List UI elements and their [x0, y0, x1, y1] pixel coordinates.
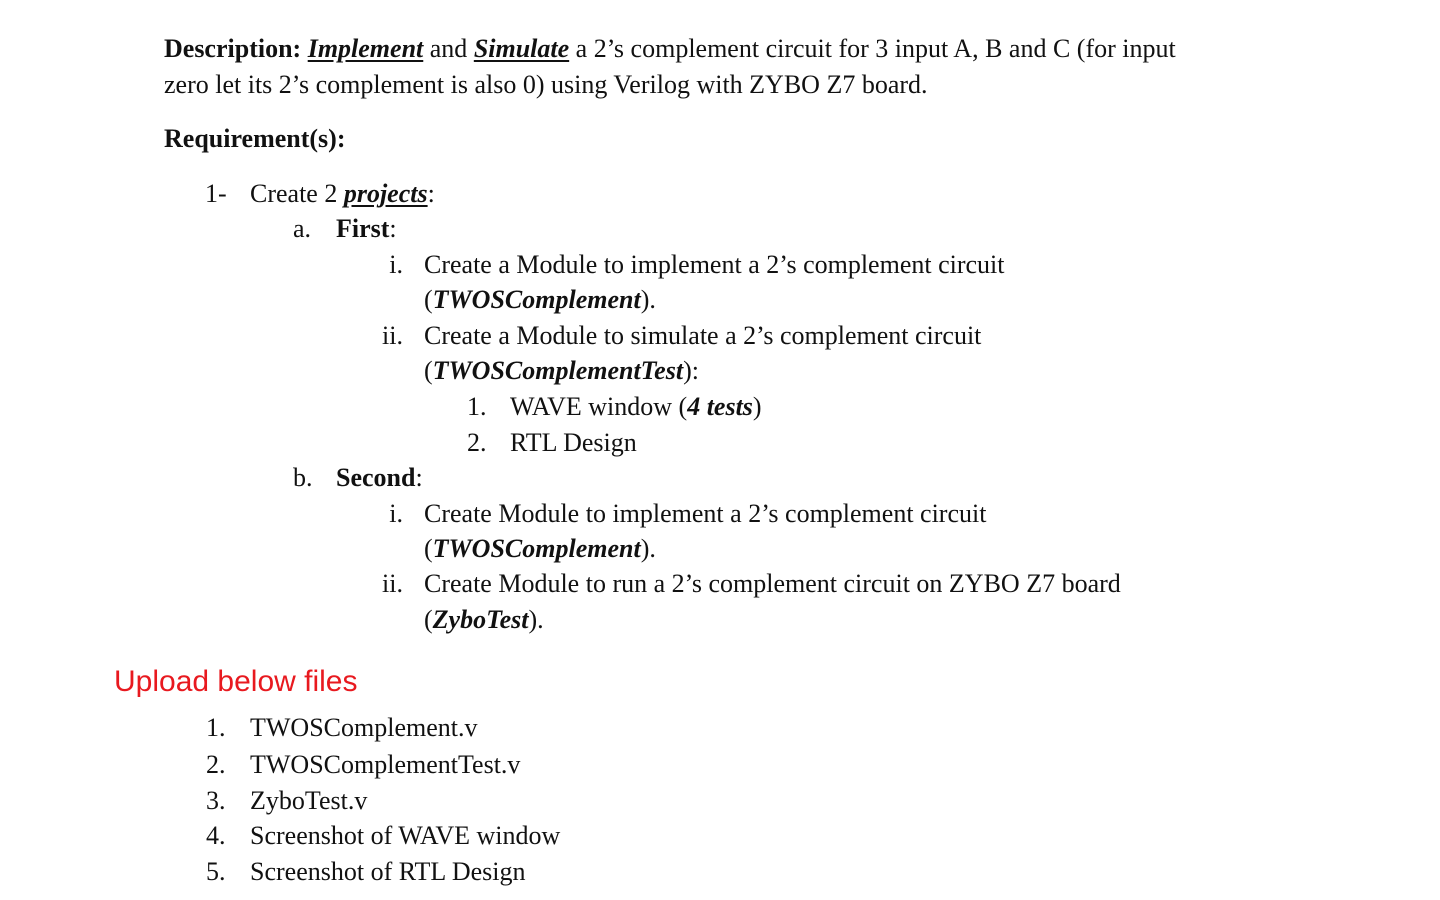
file-4-marker: 4.	[206, 821, 226, 850]
module-name: ZyboTest	[432, 605, 529, 634]
implement-term: Implement	[307, 34, 424, 63]
second-ii-marker: ii.	[382, 569, 403, 598]
requirements-heading: Requirement(s):	[164, 124, 346, 153]
requirement-1-marker: 1-	[205, 179, 227, 208]
first-i-line-2: (TWOSComplement).	[424, 285, 656, 314]
description-line-1	[164, 34, 1176, 64]
upload-heading: Upload below files	[114, 665, 358, 698]
first-label: First:	[336, 214, 397, 243]
sub-item-1-text: WAVE window (4 tests)	[510, 392, 762, 421]
second-i-line-1: Create Module to implement a 2’s complement circuit	[424, 499, 987, 528]
sub-item-1-marker: 1.	[467, 392, 487, 421]
and-text: and	[429, 34, 468, 63]
first-i-marker: i.	[389, 250, 403, 279]
file-5-name: Screenshot of RTL Design	[250, 857, 526, 886]
file-3-name: ZyboTest.v	[250, 786, 368, 815]
projects-term: projects	[343, 179, 428, 208]
second-label: Second:	[336, 463, 423, 492]
module-name: TWOSComplement	[432, 534, 641, 563]
simulate-term: Simulate	[473, 34, 570, 63]
sub-item-2-text: RTL Design	[510, 428, 637, 457]
second-ii-line-1: Create Module to run a 2’s complement circuit on ZYBO Z7 board	[424, 569, 1121, 598]
module-name: TWOSComplementTest	[432, 356, 684, 385]
file-1-marker: 1.	[206, 713, 226, 742]
description-line-1-rest: a 2’s complement circuit for 3 input A, B and C (for input	[575, 34, 1176, 63]
second-ii-line-2: (ZyboTest).	[424, 605, 544, 634]
first-ii-line-1: Create a Module to simulate a 2’s complement circuit	[424, 321, 982, 350]
file-3-marker: 3.	[206, 786, 226, 815]
first-i-line-1: Create a Module to implement a 2’s complement circuit	[424, 250, 1005, 279]
file-2-marker: 2.	[206, 750, 226, 779]
second-i-marker: i.	[389, 499, 403, 528]
module-name: TWOSComplement	[432, 285, 641, 314]
first-marker: a.	[293, 214, 312, 243]
sub-item-2-marker: 2.	[467, 428, 487, 457]
file-5-marker: 5.	[206, 857, 226, 886]
description-line-2: zero let its 2’s complement is also 0) using Verilog with ZYBO Z7 board.	[164, 70, 928, 99]
file-1-name: TWOSComplement.v	[250, 713, 478, 742]
second-i-line-2: (TWOSComplement).	[424, 534, 656, 563]
first-ii-line-2: (TWOSComplementTest):	[424, 356, 699, 385]
first-ii-marker: ii.	[382, 321, 403, 350]
tests-count: 4 tests	[687, 392, 753, 421]
second-marker: b.	[293, 463, 313, 492]
file-4-name: Screenshot of WAVE window	[250, 821, 561, 850]
description-label: Description:	[164, 34, 302, 63]
file-2-name: TWOSComplementTest.v	[250, 750, 521, 779]
requirement-1-text: Create 2 projects:	[250, 179, 435, 208]
